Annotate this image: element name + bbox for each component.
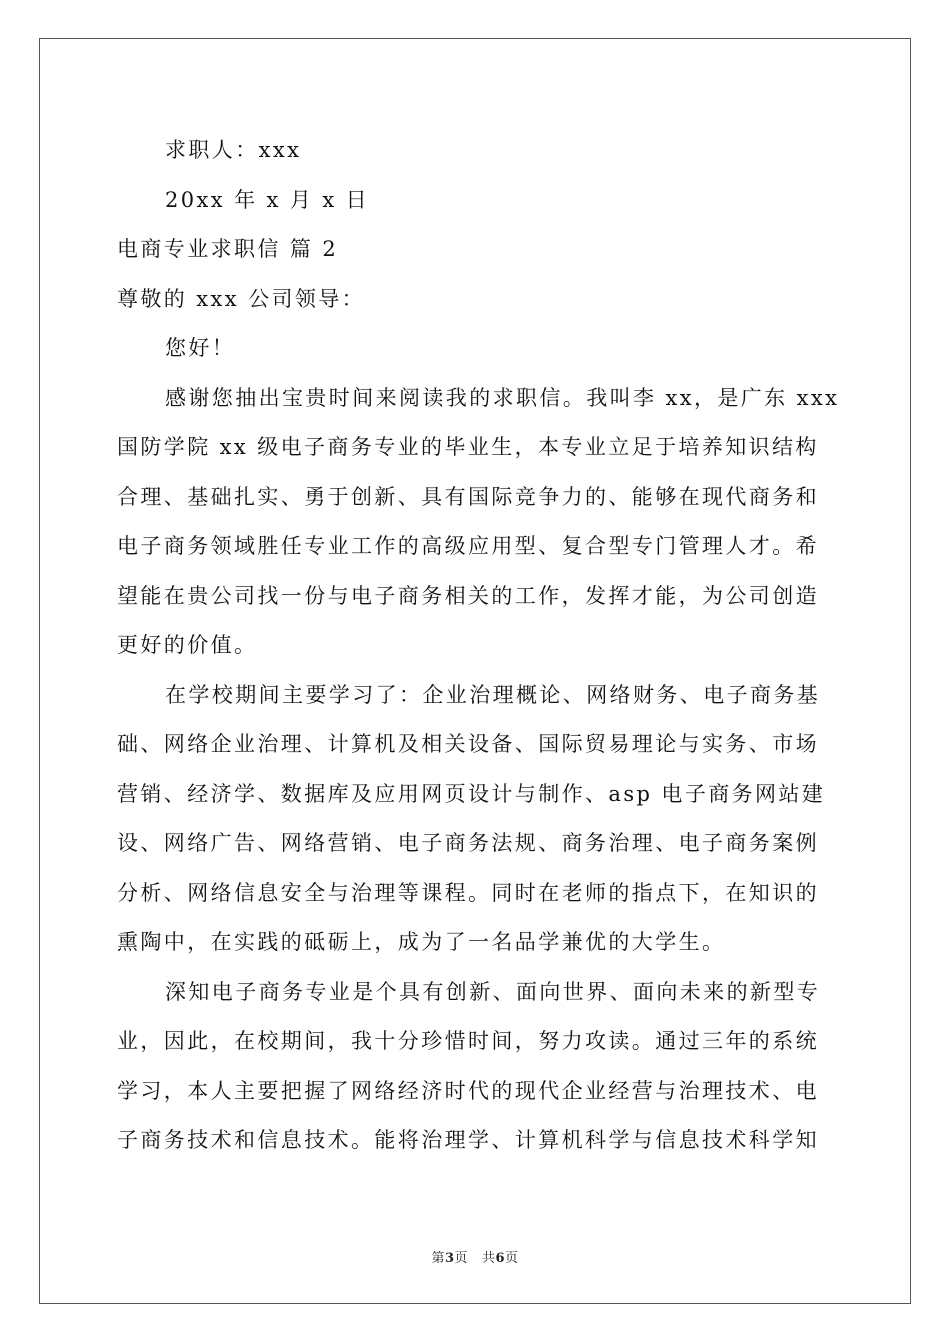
greeting: 您好！ — [165, 336, 236, 360]
paragraph-line: 设、网络广告、网络营销、电子商务法规、商务治理、电子商务案例 — [117, 831, 819, 855]
paragraph-line: 熏陶中，在实践的砥砺上，成为了一名品学兼优的大学生。 — [117, 930, 726, 954]
paragraph-line: 营销、经济学、数据库及应用网页设计与制作、asp 电子商务网站建 — [117, 781, 826, 806]
page-footer — [0, 1247, 950, 1266]
page-number: 3 — [444, 1251, 455, 1266]
signature-line: 求职人：xxx — [165, 138, 302, 162]
paragraph-line: 电子商务领域胜任专业工作的高级应用型、复合型专门管理人才。希 — [117, 534, 819, 558]
salutation: 尊敬的 xxx 公司领导： — [117, 286, 366, 311]
section-title: 电商专业求职信 篇 2 — [117, 237, 339, 261]
paragraph-line: 更好的价值。 — [117, 633, 258, 657]
page-prefix: 第 — [431, 1251, 445, 1266]
paragraph-line: 础、网络企业治理、计算机及相关设备、国际贸易理论与实务、市场 — [117, 732, 819, 756]
paragraph-line: 望能在贵公司找一份与电子商务相关的工作，发挥才能，为公司创造 — [117, 583, 819, 608]
paragraph-line: 合理、基础扎实、勇于创新、具有国际竞争力的、能够在现代商务和 — [117, 484, 819, 509]
paragraph-line: 在学校期间主要学习了：企业治理概论、网络财务、电子商务基 — [165, 682, 821, 707]
paragraph-2 — [117, 671, 837, 968]
paragraph-line: 分析、网络信息安全与治理等课程。同时在老师的指点下，在知识的 — [117, 880, 819, 905]
paragraph-line: 业，因此，在校期间，我十分珍惜时间，努力攻读。通过三年的系统 — [117, 1029, 819, 1053]
total-suffix: 页 — [505, 1251, 519, 1266]
paragraph-line: 国防学院 xx 级电子商务专业的毕业生，本专业立足于培养知识结构 — [117, 435, 819, 459]
paragraph-line: 子商务技术和信息技术。能将治理学、计算机科学与信息技术科学知 — [117, 1128, 819, 1152]
paragraph-1 — [117, 374, 840, 671]
paragraph-line: 深知电子商务专业是个具有创新、面向世界、面向未来的新型专 — [165, 979, 821, 1004]
date-line: 20xx 年 x 月 x 日 — [165, 187, 370, 212]
paragraph-3 — [117, 968, 837, 1166]
letter-body — [117, 126, 840, 1166]
paragraph-line: 感谢您抽出宝贵时间来阅读我的求职信。我叫李 xx，是广东 xxx — [165, 385, 840, 410]
total-prefix: 共 — [481, 1251, 496, 1266]
total-pages: 6 — [495, 1251, 506, 1266]
paragraph-line: 学习，本人主要把握了网络经济时代的现代企业经营与治理技术、电 — [117, 1078, 819, 1103]
page-suffix: 页 — [454, 1251, 469, 1266]
